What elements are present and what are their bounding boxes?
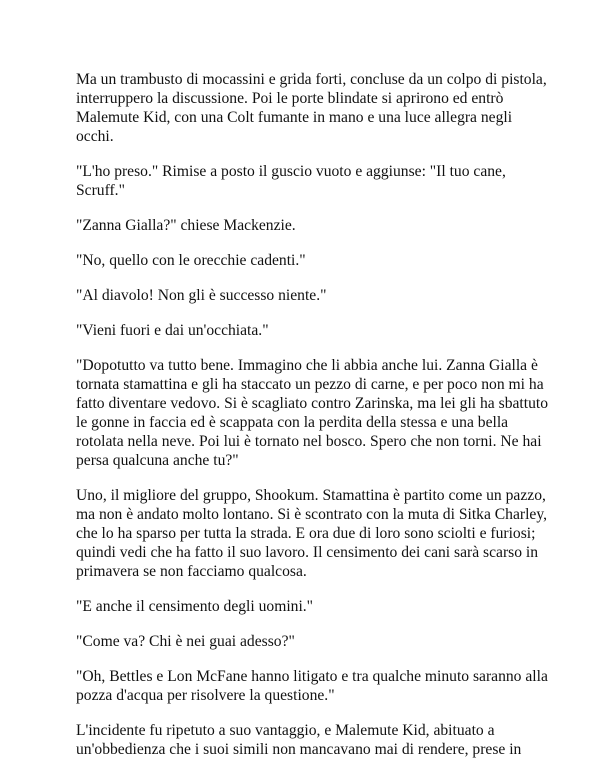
paragraph-7: "Dopotutto va tutto bene. Immagino che li abbia anche lui. Zanna Gialla è tornata stamattina e gli ha staccato un pezzo di carne, e per poco non mi ha fatto diventare vedovo. Si è scagliato contro Zarinska, ma lei gli ha sbattuto le gonne in faccia ed è scappata con la perdita della stessa e una bella rotolata nella neve. Poi lui è tornato nel bosco. Spero che non torni. Ne hai persa qualcuna anche tu?" — [76, 357, 549, 469]
paragraph-4: "No, quello con le orecchie cadenti." — [76, 252, 306, 269]
paragraph-9: "E anche il censimento degli uomini." — [76, 598, 314, 615]
paragraph-5: "Al diavolo! Non gli è successo niente." — [76, 287, 327, 304]
paragraph-3: "Zanna Gialla?" chiese Mackenzie. — [76, 217, 296, 234]
paragraph-1: Ma un trambusto di mocassini e grida forti, concluse da un colpo di pistola, interruppero la discussione. Poi le porte blindate si aprirono ed entrò Malemute Kid, con una Colt fumante in mano e una luce allegra negli occhi. — [76, 71, 547, 145]
paragraph-12: L'incidente fu ripetuto a suo vantaggio, e Malemute Kid, abituato a un'obbedienza che i suoi simili non mancavano mai di rendere, prese in — [76, 722, 522, 758]
paragraph-11: "Oh, Bettles e Lon McFane hanno litigato e tra qualche minuto saranno alla pozza d'acqua per risolvere la questione." — [76, 668, 548, 704]
paragraph-10: "Come va? Chi è nei guai adesso?" — [76, 633, 295, 650]
paragraph-8: Uno, il migliore del gruppo, Shookum. Stamattina è partito come un pazzo, ma non è andato molto lontano. Si è scontrato con la muta di Sitka Charley, che lo ha sparso per tutta la strada. E ora due di loro sono sciolti e furiosi; quindi vedi che ha fatto il suo lavoro. Il censimento dei cani sarà scarso in primavera se non facciamo qualcosa. — [76, 487, 548, 580]
document-page — [76, 70, 552, 775]
paragraph-6: "Vieni fuori e dai un'occhiata." — [76, 322, 269, 339]
paragraph-2: "L'ho preso." Rimise a posto il guscio vuoto e aggiunse: "Il tuo cane, Scruff." — [76, 163, 506, 199]
